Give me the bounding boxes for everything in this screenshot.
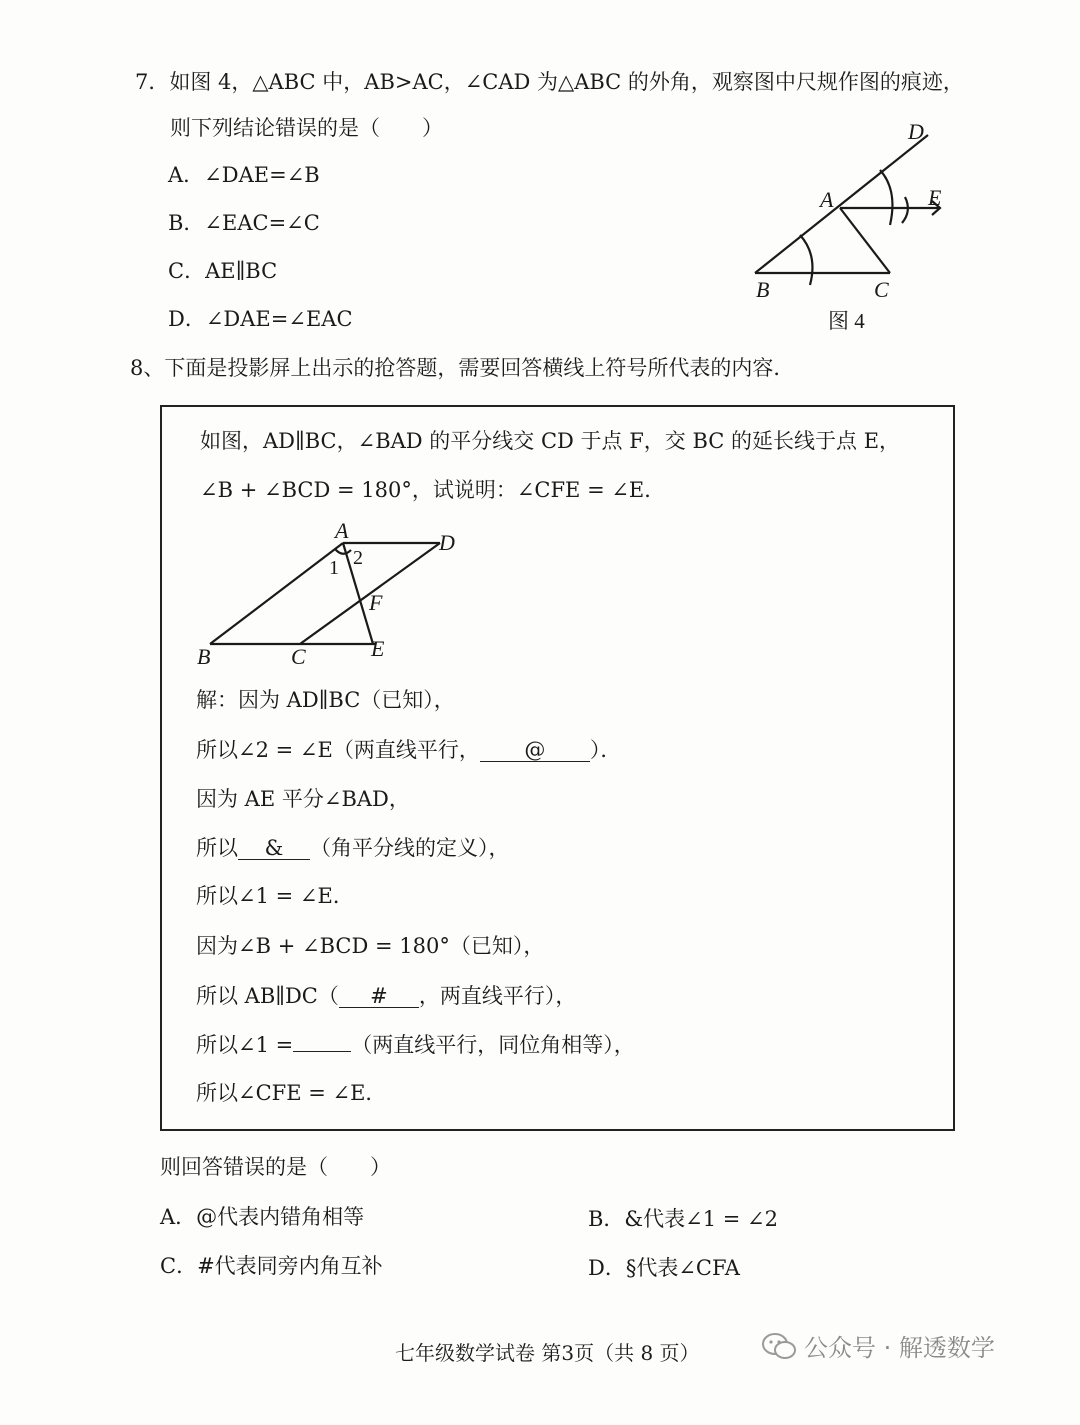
q8-option-c: C．#代表同旁内角互补 bbox=[160, 1254, 383, 1278]
step-9: 所以∠CFE = ∠E． bbox=[196, 1081, 387, 1105]
figure-4 bbox=[740, 115, 980, 345]
q8-option-d: D．§代表∠CFA bbox=[588, 1256, 740, 1280]
projection-screen-box bbox=[160, 405, 955, 1131]
fig8-label-d: D bbox=[439, 530, 455, 555]
step-7: 所以 AB∥DC（ # ，两直线平行）， bbox=[196, 984, 577, 1008]
angle-marks bbox=[335, 549, 351, 554]
watermark bbox=[762, 1328, 995, 1363]
fig4-label-b: B bbox=[756, 277, 770, 302]
wechat-icon bbox=[762, 1331, 796, 1361]
fig8-label-b: B bbox=[197, 644, 211, 669]
blank-at: @ bbox=[480, 740, 590, 762]
step-4: 所以 & （角平分线的定义）， bbox=[196, 836, 510, 860]
fig8-label-2: 2 bbox=[353, 547, 363, 569]
blank-section bbox=[293, 1051, 351, 1052]
segment-ab bbox=[210, 543, 343, 644]
q8-option-a: A．@代表内错角相等 bbox=[160, 1205, 365, 1229]
q7-stem-line1: 7．如图 4，△ABC 中，AB>AC，∠CAD 为△ABC 的外角，观察图中尺规作图的痕迹， bbox=[135, 70, 964, 94]
q7-option-c: C．AE∥BC bbox=[168, 259, 278, 283]
fig4-label-a: A bbox=[820, 187, 834, 212]
q8-problem-line2: ∠B + ∠BCD = 180°，试说明：∠CFE = ∠E． bbox=[200, 478, 666, 502]
fig8-label-1: 1 bbox=[329, 557, 339, 579]
step-3: 因为 AE 平分∠BAD， bbox=[196, 787, 410, 811]
fig4-label-c: C bbox=[874, 277, 889, 302]
ray-bad bbox=[755, 135, 928, 273]
fig8-label-e: E bbox=[371, 636, 385, 661]
arc-b bbox=[800, 235, 812, 285]
step-2: 所以∠2 = ∠E（两直线平行， @ ）． bbox=[196, 738, 622, 762]
blank-amp: & bbox=[238, 838, 310, 860]
fig8-label-c: C bbox=[291, 644, 306, 669]
step-1: 解：因为 AD∥BC（已知）， bbox=[196, 688, 455, 712]
q8-problem-line1: 如图，AD∥BC，∠BAD 的平分线交 CD 于点 F，交 BC 的延长线于点 E， bbox=[200, 429, 901, 453]
arc-e bbox=[902, 197, 908, 223]
segment-ac bbox=[840, 208, 890, 273]
step-5: 所以∠1 = ∠E． bbox=[196, 884, 354, 908]
q8-question: 则回答错误的是（ ） bbox=[160, 1155, 391, 1179]
q8-stem: 8、下面是投影屏上出示的抢答题，需要回答横线上符号所代表的内容． bbox=[130, 356, 795, 380]
watermark-text: 公众号 · 解透数学 bbox=[804, 1334, 995, 1362]
q7-option-b: B．∠EAC=∠C bbox=[168, 211, 320, 235]
fig4-caption: 图 4 bbox=[828, 309, 865, 333]
blank-hash: # bbox=[339, 986, 419, 1008]
arc-a bbox=[880, 170, 892, 225]
page-footer: 七年级数学试卷 第3页（共 8 页） bbox=[395, 1341, 700, 1365]
step-8: 所以∠1 = （两直线平行，同位角相等）， bbox=[196, 1033, 635, 1057]
q7-stem-line2: 则下列结论错误的是（ ） bbox=[170, 116, 443, 140]
fig4-label-e: E bbox=[928, 185, 942, 210]
q8-option-b: B．&代表∠1 = ∠2 bbox=[588, 1207, 778, 1231]
figure-parallelogram bbox=[195, 518, 485, 668]
q7-option-a: A．∠DAE=∠B bbox=[168, 163, 320, 187]
fig8-label-f: F bbox=[369, 590, 383, 615]
q7-option-d: D．∠DAE=∠EAC bbox=[168, 307, 353, 331]
fig4-label-d: D bbox=[908, 119, 924, 144]
step-6: 因为∠B + ∠BCD = 180°（已知）， bbox=[196, 934, 545, 958]
fig8-label-a: A bbox=[335, 518, 349, 543]
